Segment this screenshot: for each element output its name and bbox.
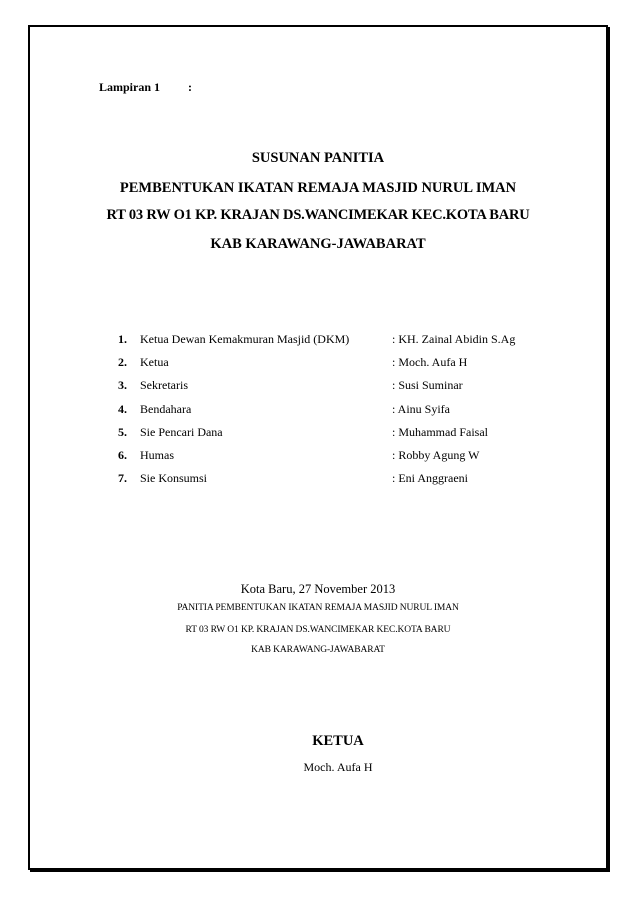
member-name: : Muhammad Faisal — [392, 424, 488, 439]
committee-list — [118, 332, 558, 494]
member-name: : Eni Anggraeni — [392, 471, 468, 486]
member-name: : Ainu Syifa — [392, 401, 451, 416]
list-item — [118, 471, 558, 494]
member-number: 3. — [118, 378, 127, 393]
member-name: : KH. Zainal Abidin S.Ag — [392, 332, 516, 346]
member-number: 5. — [118, 424, 127, 439]
member-role: Ketua — [140, 355, 169, 370]
closing-region-line: KAB KARAWANG-JAWABARAT — [251, 645, 385, 655]
member-role: Sie Konsumsi — [140, 471, 208, 486]
member-number: 4. — [118, 401, 127, 416]
member-role: Bendahara — [140, 401, 192, 416]
list-item — [118, 402, 558, 425]
member-role: Ketua Dewan Kemakmuran Masjid (DKM) — [140, 332, 350, 346]
list-item — [118, 355, 558, 378]
document-subtitle-region: KAB KARAWANG-JAWABARAT — [210, 236, 426, 252]
member-number: 2. — [118, 355, 127, 370]
list-item — [118, 332, 558, 355]
closing-org-line: PANITIA PEMBENTUKAN IKATAN REMAJA MASJID NURUL IMAN — [177, 603, 459, 613]
member-name: : Susi Suminar — [392, 378, 463, 393]
signature-name: Moch. Aufa H — [303, 760, 373, 774]
document-date: Kota Baru, 27 November 2013 — [240, 582, 396, 596]
member-role: Sie Pencari Dana — [140, 424, 223, 439]
document-subtitle-org: PEMBENTUKAN IKATAN REMAJA MASJID NURUL IMAN — [119, 180, 517, 196]
list-item — [118, 378, 558, 401]
attachment-label-text: Lampiran 1 — [99, 80, 161, 94]
member-name: : Robby Agung W — [392, 447, 480, 462]
member-role: Humas — [140, 447, 174, 462]
member-number: 7. — [118, 471, 127, 486]
list-item — [118, 425, 558, 448]
closing-address-line: RT 03 RW O1 KP. KRAJAN DS.WANCIMEKAR KEC.KOTA BARU — [185, 625, 451, 635]
member-role: Sekretaris — [140, 378, 188, 393]
attachment-label — [99, 80, 192, 95]
document-title: SUSUNAN PANITIA — [251, 150, 385, 166]
member-number: 6. — [118, 447, 127, 462]
list-item — [118, 448, 558, 471]
document-subtitle-address: RT 03 RW O1 KP. KRAJAN DS.WANCIMEKAR KEC.KOTA BARU — [106, 207, 530, 223]
signature-title: KETUA — [312, 733, 364, 749]
member-name: : Moch. Aufa H — [392, 355, 468, 370]
attachment-colon: : — [188, 80, 193, 94]
member-number: 1. — [118, 332, 127, 346]
